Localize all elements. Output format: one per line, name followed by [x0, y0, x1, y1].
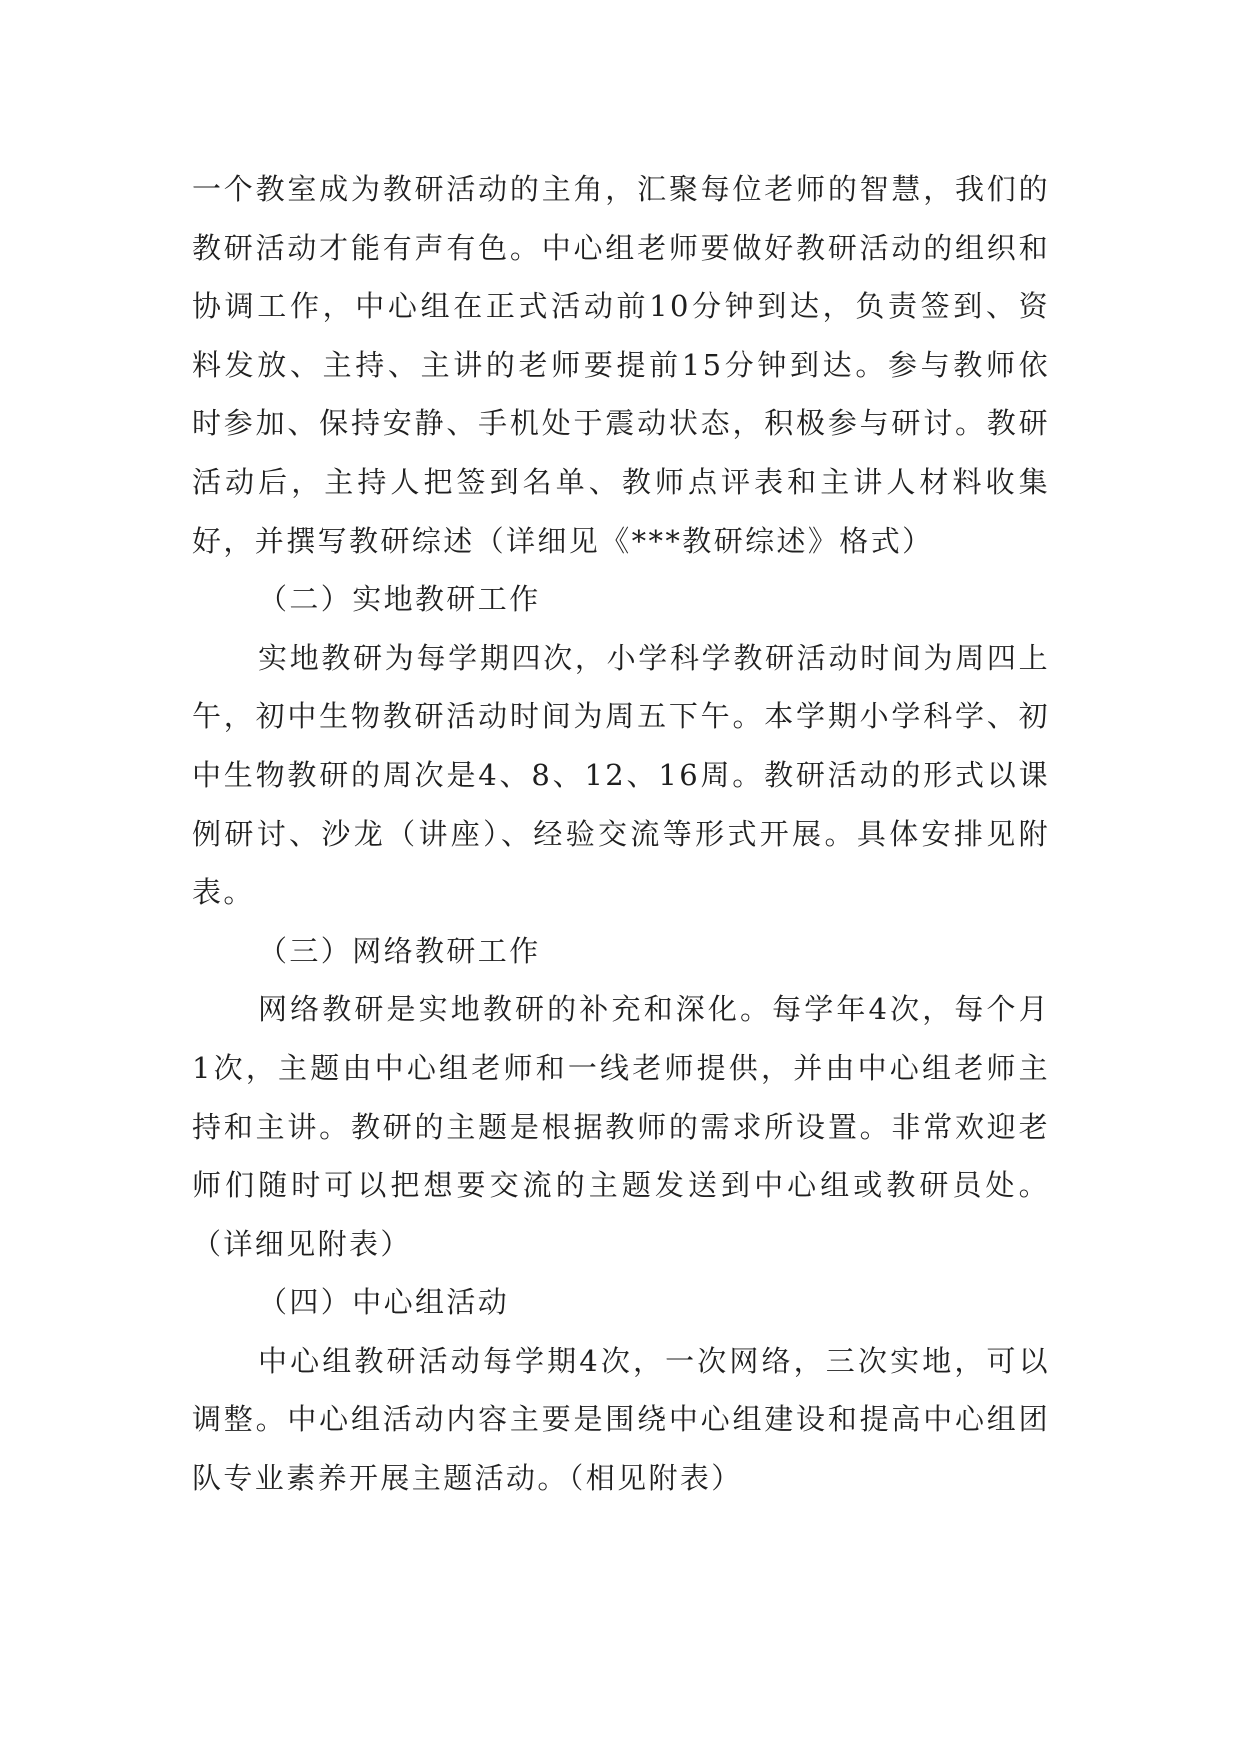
- paragraph-continued: 一个教室成为教研活动的主角，汇聚每位老师的智慧，我们的教研活动才能有声有色。中心组老师要做好教研活动的组织和协调工作，中心组在正式活动前10分钟到达，负责签到、资料发放、主持、主讲的老师要提前15分钟到达。参与教师依时参加、保持安静、手机处于震动状态，积极参与研讨。教研活动后，主持人把签到名单、教师点评表和主讲人材料收集好，并撰写教研综述（详细见《***教研综述》格式）: [192, 172, 1050, 558]
- paragraph-online-research: 网络教研是实地教研的补充和深化。每学年4次，每个月1次，主题由中心组老师和一线老师提供，并由中心组老师主持和主讲。教研的主题是根据教师的需求所设置。非常欢迎老师们随时可以把想要交流的主题发送到中心组或教研员处。（详细见附表）: [192, 992, 1050, 1261]
- section-heading-3: （三）网络教研工作: [258, 933, 541, 968]
- paragraph-center-group: 中心组教研活动每学期4次，一次网络，三次实地，可以调整。中心组活动内容主要是围绕中心组建设和提高中心组团队专业素养开展主题活动。（相见附表）: [192, 1343, 1050, 1496]
- section-heading-4: （四）中心组活动: [258, 1285, 510, 1320]
- document-body: [192, 160, 1050, 1508]
- paragraph-field-research: 实地教研为每学期四次，小学科学教研活动时间为周四上午，初中生物教研活动时间为周五下午。本学期小学科学、初中生物教研的周次是4、8、12、16周。教研活动的形式以课例研讨、沙龙（讲座）、经验交流等形式开展。具体安排见附表。: [192, 640, 1050, 910]
- section-heading-2: （二）实地教研工作: [258, 582, 541, 617]
